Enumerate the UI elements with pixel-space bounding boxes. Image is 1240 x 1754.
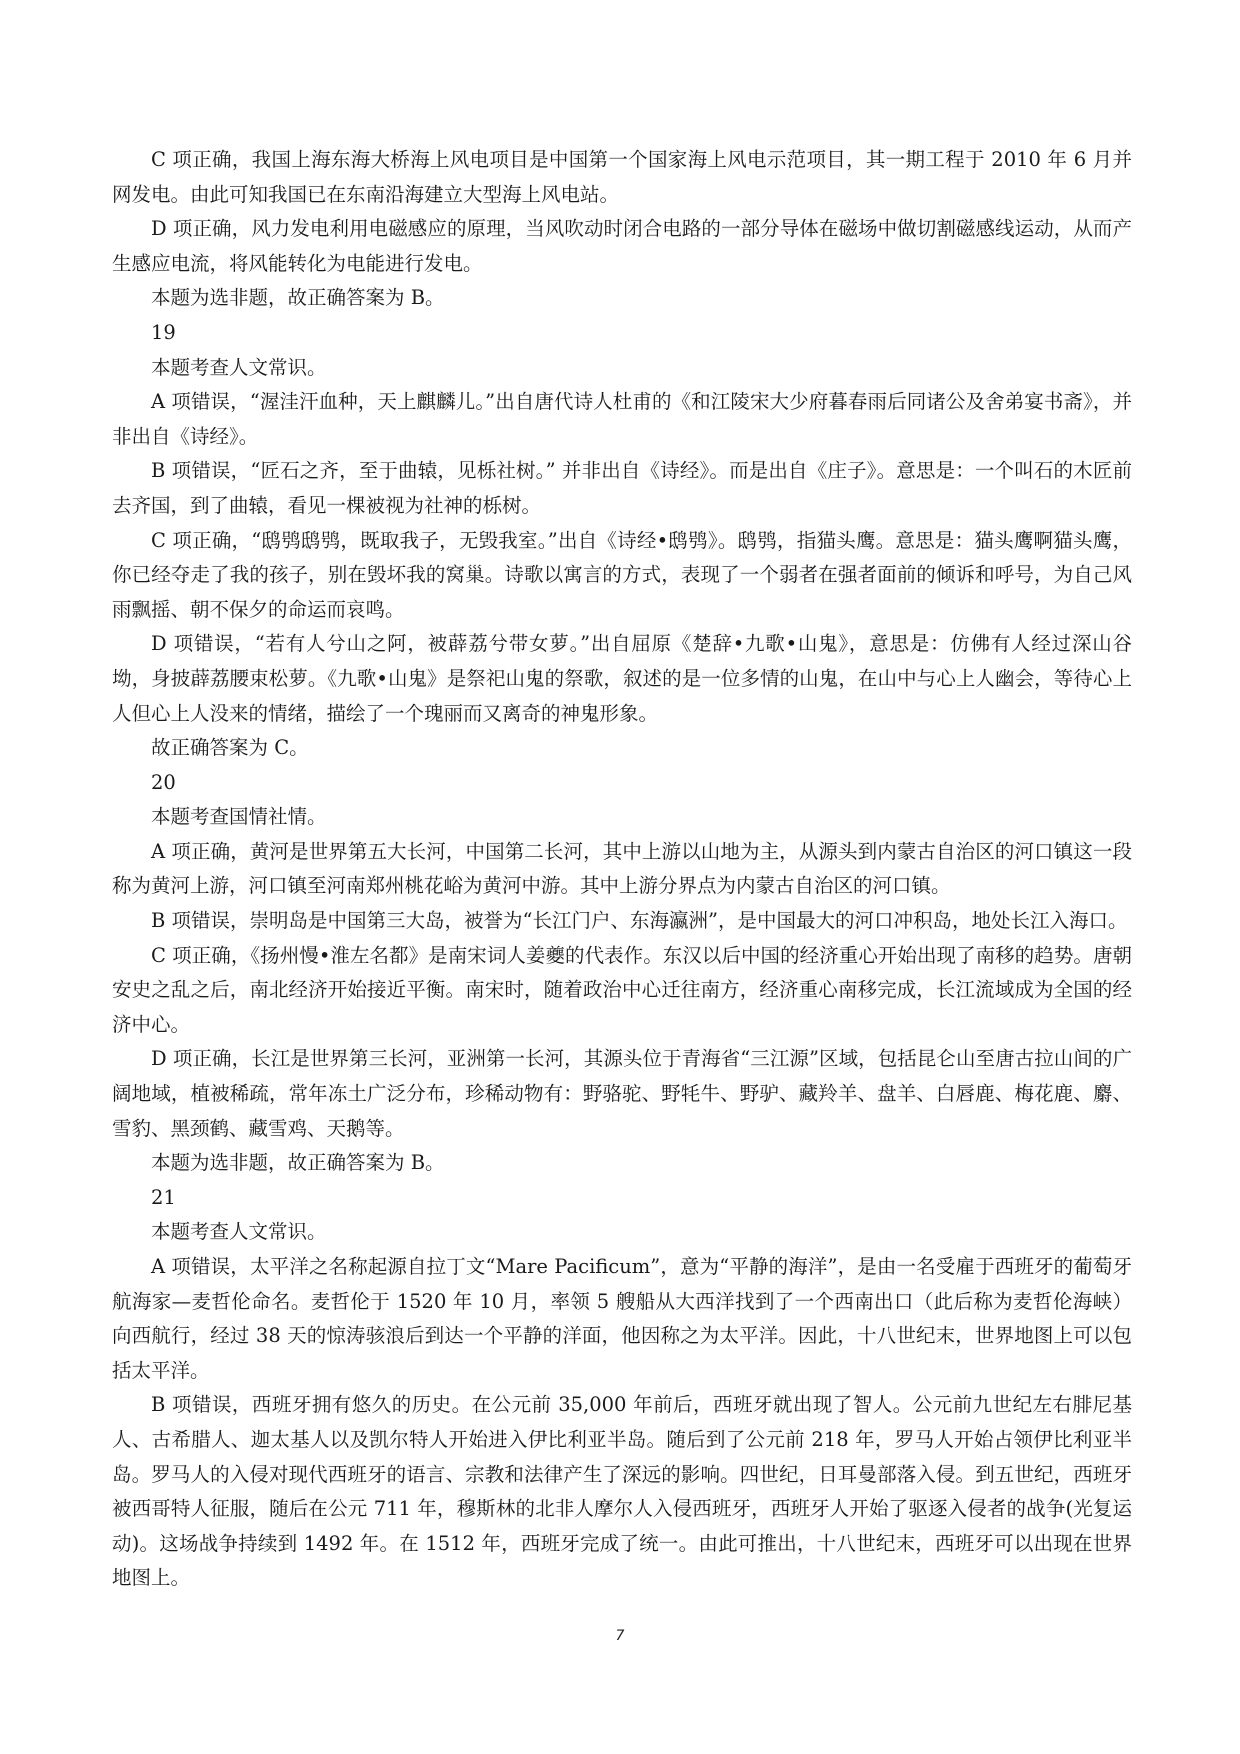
paragraph-20-b: B 项错误，崇明岛是中国第三大岛，被誉为“长江门户、东海瀛洲”，是中国最大的河口冲积岛，地处长江入海口。 [151, 909, 1128, 933]
topic-20: 本题考查国情社情。 [151, 805, 327, 829]
paragraph-19-c: C 项正确，“鸱鸮鸱鸮，既取我子，无毁我室。”出自《诗经•鸱鸮》。鸱鸮，指猫头鹰。意思是：猫头鹰啊猫头鹰，你已经夺走了我的孩子，别在毁坏我的窝巢。诗歌以寓言的方式，表现了一个弱者在强者面前的倾诉和呼号，为自己风雨飘摇、朝不保夕的命运而哀鸣。 [112, 528, 1132, 621]
paragraph-c-wind-power: C 项正确，我国上海东海大桥海上风电项目是中国第一个国家海上风电示范项目，其一期工程于 2010 年 6 月并网发电。由此可知我国已在东南沿海建立大型海上风电站。 [112, 148, 1132, 206]
topic-19: 本题考查人文常识。 [151, 355, 327, 379]
question-number-19: 19 [151, 320, 176, 344]
answer-19: 故正确答案为 C。 [151, 736, 309, 760]
document-body [112, 143, 1132, 1596]
paragraph-19-a: A 项错误，“渥洼汗血种，天上麒麟儿。”出自唐代诗人杜甫的《和江陵宋大少府暮春雨后同诸公及舍弟宴书斋》，并非出自《诗经》。 [112, 390, 1132, 448]
paragraph-19-d: D 项错误，“若有人兮山之阿，被薜荔兮带女萝。”出自屈原《楚辞•九歌•山鬼》，意思是：仿佛有人经过深山谷坳，身披薜荔腰束松萝。《九歌•山鬼》是祭祀山鬼的祭歌，叙述的是一位多情的山鬼，在山中与心上人幽会，等待心上人但心上人没来的情绪，描绘了一个瑰丽而又离奇的神鬼形象。 [112, 632, 1132, 725]
paragraph-21-a: A 项错误，太平洋之名称起源自拉丁文“Mare Pacificum”，意为“平静的海洋”，是由一名受雇于西班牙的葡萄牙航海家—麦哲伦命名。麦哲伦于 1520 年 10 月，率领 5 艘船从大西洋找到了一个西南出口（此后称为麦哲伦海峡）向西航行，经过 38 天的惊涛骇浪后到达一个平静的洋面，他因称之为太平洋。因此，十八世纪末，世界地图上可以包括太平洋。 [112, 1255, 1132, 1382]
topic-21: 本题考查人文常识。 [151, 1220, 327, 1244]
paragraph-20-a: A 项正确，黄河是世界第五大长河，中国第二长河，其中上游以山地为主，从源头到内蒙古自治区的河口镇这一段称为黄河上游，河口镇至河南郑州桃花峪为黄河中游。其中上游分界点为内蒙古自治区的河口镇。 [112, 839, 1132, 898]
paragraph-d-wind-power: D 项正确，风力发电利用电磁感应的原理，当风吹动时闭合电路的一部分导体在磁场中做切割磁感线运动，从而产生感应电流，将风能转化为电能进行发电。 [112, 217, 1132, 275]
answer-20: 本题为选非题，故正确答案为 B。 [151, 1151, 445, 1175]
question-number-20: 20 [151, 770, 176, 794]
page-number: 7 [615, 1628, 625, 1644]
paragraph-20-d: D 项正确，长江是世界第三长河，亚洲第一长河，其源头位于青海省“三江源”区域，包括昆仑山至唐古拉山间的广阔地域，植被稀疏，常年冻土广泛分布，珍稀动物有：野骆驼、野牦牛、野驴、藏羚羊、盘羊、白唇鹿、梅花鹿、麝、雪豹、黑颈鹤、藏雪鸡、天鹅等。 [112, 1047, 1132, 1140]
paragraph-19-b: B 项错误，“匠石之齐，至于曲辕，见栎社树。” 并非出自《诗经》。而是出自《庄子》。意思是：一个叫石的木匠前去齐国，到了曲辕，看见一棵被视为社神的栎树。 [112, 459, 1132, 517]
paragraph-20-c: C 项正确，《扬州慢•淮左名都》是南宋词人姜夔的代表作。东汉以后中国的经济重心开始出现了南移的趋势。唐朝安史之乱之后，南北经济开始接近平衡。南宋时，随着政治中心迁往南方，经济重心南移完成，长江流域成为全国的经济中心。 [112, 943, 1132, 1036]
paragraph-21-b: B 项错误，西班牙拥有悠久的历史。在公元前 35,000 年前后，西班牙就出现了智人。公元前九世纪左右腓尼基人、古希腊人、迦太基人以及凯尔特人开始进入伊比利亚半岛。随后到了公元前 218 年，罗马人开始占领伊比利亚半岛。罗马人的入侵对现代西班牙的语言、宗教和法律产生了深远的影响。四世纪，日耳曼部落入侵。到五世纪，西班牙被西哥特人征服，随后在公元 711 年，穆斯林的北非人摩尔人入侵西班牙，西班牙人开始了驱逐入侵者的战争(光复运动)。这场战争持续到 1492 年。在 1512 年，西班牙完成了统一。由此可推出，十八世纪末，西班牙可以出现在世界地图上。 [112, 1393, 1132, 1590]
question-number-21: 21 [151, 1185, 176, 1209]
answer-18: 本题为选非题，故正确答案为 B。 [151, 286, 445, 310]
